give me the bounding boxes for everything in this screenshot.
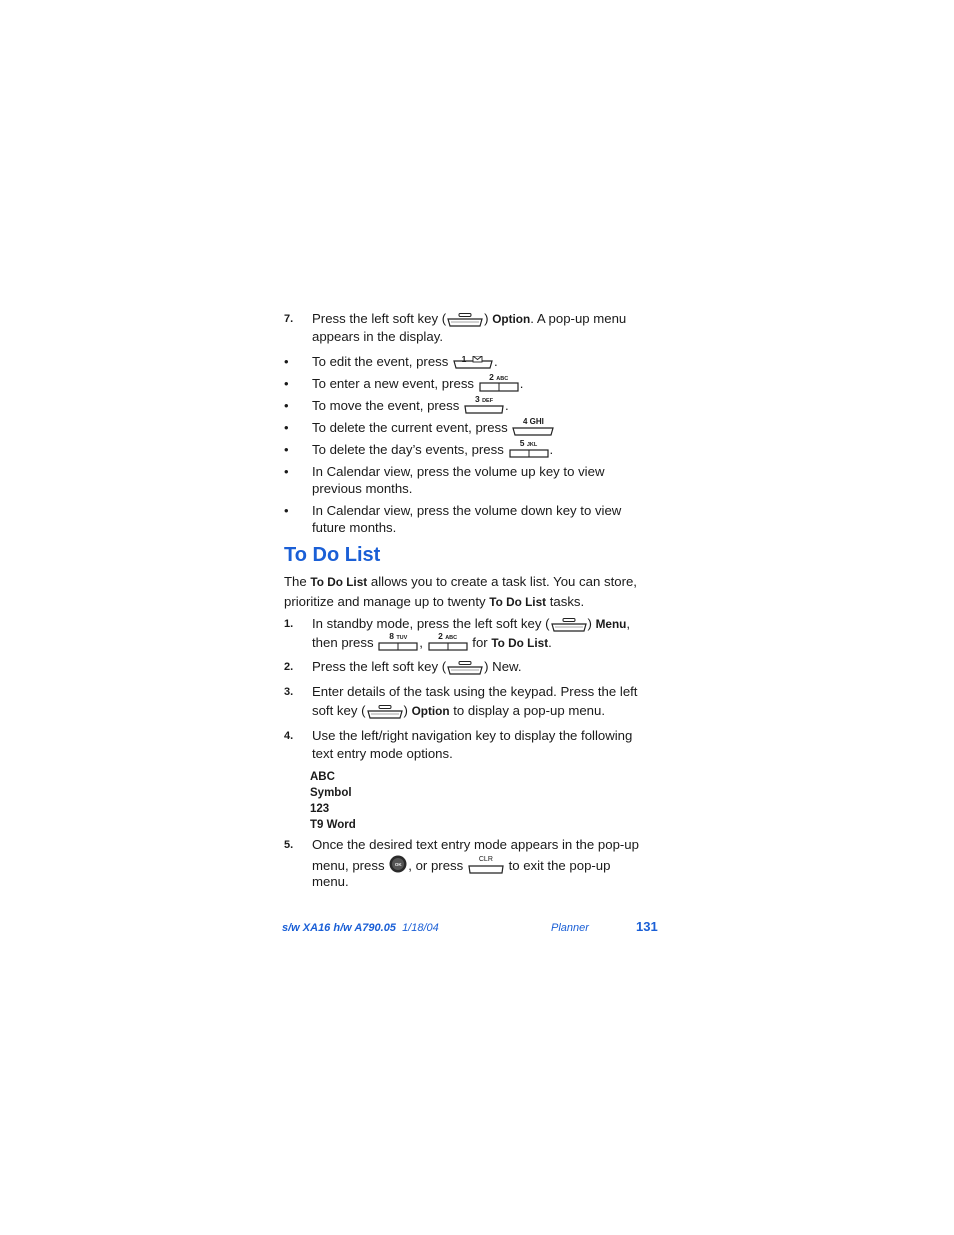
bullet-icon: •: [284, 354, 289, 369]
key-5-icon: 5 JKL: [509, 442, 549, 458]
key-8-icon: 8 TUV: [378, 635, 418, 651]
step-number: 3.: [284, 686, 294, 698]
key-2-icon: 2 ABC: [428, 635, 468, 651]
step-text: Press the left soft key (: [312, 311, 447, 326]
bullet-text: In Calendar view, press the volume down key to view: [312, 503, 622, 518]
key-4-icon: 4 GHI: [512, 420, 554, 436]
menu-label: Menu: [595, 617, 627, 631]
left-soft-key-icon: [551, 618, 587, 632]
mode-item: T9 Word: [310, 819, 356, 831]
bullet-text: To delete the day’s events, press: [312, 442, 504, 457]
clr-key-icon: CLR: [468, 858, 504, 874]
mode-item: ABC: [310, 771, 335, 783]
bullet-text: To move the event, press: [312, 398, 460, 413]
bullet-text-cont: future months.: [312, 520, 397, 535]
bullet-icon: •: [284, 420, 289, 435]
key-1-icon: 1: [453, 356, 493, 370]
manual-page: 7. Press the left soft key ( ) Option. A pop-up menu appears in the display. • To edit the event, press 1 . • To enter a new event, press 2 ABC . • To move the event, press 3 DEF . • To delete the current event, press 4 GHI • To delete the day’s events, press 5 JKL . • In Calendar view, press the volume up key to view previous months. • In Calendar view, press the volume down key to view future months. To Do List The To Do List allows you to create a task list. You can store, prioritize and manage up to twenty To Do List tasks. 1. In standby mode, press the left soft key ( ) Menu, then press 8 TUV , 2 ABC for To Do List. 2. Press the left soft key ( ) New. 3. Enter details of the task using the keypad. Press the left soft key ( ) Option to display a pop-up menu. 4. Use the left/right navigation key to display the following text entry mode options. ABC Symbol 123 T9 Word 5. Once the desired text entry mode appears in the pop-up menu, press OK , or press CLR to exit the pop-up menu. s/w XA16 h/w A790.05 1/18/04 Planner 131: [0, 0, 954, 1235]
mode-item: 123: [310, 803, 330, 815]
footer-date: 1/18/04: [402, 922, 439, 934]
bullet-text: In Calendar view, press the volume up key to view: [312, 464, 605, 479]
step-number: 2.: [284, 661, 294, 673]
bullet-icon: •: [284, 464, 289, 479]
bullet-text: To edit the event, press: [312, 354, 449, 369]
footer-version: s/w XA16 h/w A790.05 1/18/04: [282, 922, 439, 934]
intro-paragraph: The To Do List allows you to create a task list. You can store, prioritize and manage up to twenty To Do List tasks.: [284, 574, 637, 609]
bullet-text: To delete the current event, press: [312, 420, 508, 435]
left-soft-key-icon: [367, 705, 403, 719]
bullet-icon: •: [284, 503, 289, 518]
text-entry-modes: [310, 769, 356, 833]
bullet-text: To enter a new event, press: [312, 376, 475, 391]
key-2-icon: 2 ABC: [479, 376, 519, 392]
mode-item: Symbol: [310, 787, 352, 799]
key-3-icon: 3 DEF: [464, 398, 504, 414]
step-number: 4.: [284, 730, 294, 742]
bullet-text-cont: previous months.: [312, 481, 413, 496]
option-label: Option: [492, 312, 531, 326]
left-soft-key-icon: [447, 313, 483, 327]
bullet-icon: •: [284, 442, 289, 457]
section-title: To Do List: [284, 544, 381, 566]
step-text-cont: appears in the display.: [312, 329, 443, 344]
bullet-icon: •: [284, 376, 289, 391]
bullet-icon: •: [284, 398, 289, 413]
page-number: 131: [636, 919, 658, 934]
step-number: 5.: [284, 839, 294, 851]
step-number: 1.: [284, 618, 294, 630]
footer-section: Planner: [551, 922, 589, 934]
option-label: Option: [411, 704, 450, 718]
ok-key-icon: OK: [389, 855, 407, 873]
left-soft-key-icon: [447, 661, 483, 675]
step-number: 7.: [284, 313, 294, 325]
